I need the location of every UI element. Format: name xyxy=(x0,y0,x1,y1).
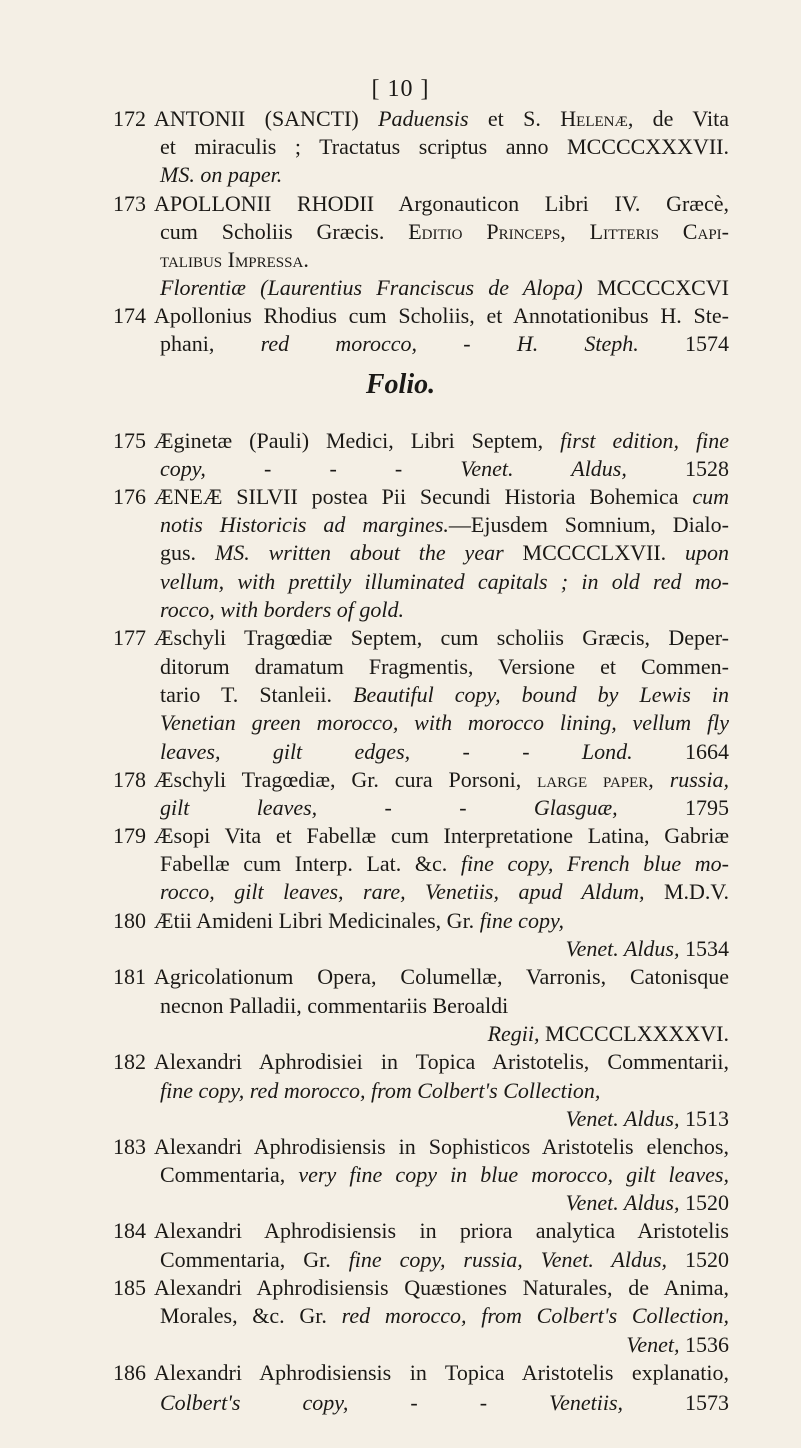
entry-line: phani, red morocco, - H. Steph. 1574 xyxy=(160,331,730,356)
lot-number: 182 xyxy=(113,1049,146,1074)
entry-line: gus. MS. written about the year MCCCCLXVII. upon xyxy=(160,540,730,565)
entry-line: rocco, with borders of gold. xyxy=(160,597,405,622)
entry-line: gilt leaves, - - Glasguæ, 1795 xyxy=(160,795,730,820)
lot-number: 181 xyxy=(113,964,146,989)
entry-line: Venet, 1536 xyxy=(626,1332,729,1357)
entry-line: Æginetæ (Pauli) Medici, Libri Septem, first edition, fine xyxy=(154,428,729,453)
entry-line: fine copy, red morocco, from Colbert's Collection, xyxy=(160,1078,601,1103)
entry-line: necnon Palladii, commentariis Beroaldi xyxy=(160,993,509,1018)
folio-heading: Folio. xyxy=(365,369,436,400)
entry-line: Alexandri Aphrodisiensis Quæstiones Naturales, de Anima, xyxy=(154,1275,729,1300)
entry-line: Alexandri Aphrodisiensis in Sophisticos Aristotelis elenchos, xyxy=(154,1134,729,1159)
entry-line: Venet. Aldus, 1520 xyxy=(565,1190,729,1215)
entry-line: Æschyli Tragœdiæ Septem, cum scholiis Græcis, Deper- xyxy=(154,625,729,650)
lot-number: 184 xyxy=(113,1218,146,1243)
entry-line: Agricolationum Opera, Columellæ, Varronis, Catonisque xyxy=(154,964,729,989)
lot-number: 186 xyxy=(113,1360,146,1385)
entry-line: Alexandri Aphrodisiei in Topica Aristotelis, Commentarii, xyxy=(154,1049,729,1074)
lot-number: 177 xyxy=(113,625,146,650)
entry-line: tario T. Stanleii. Beautiful copy, bound by Lewis in xyxy=(160,682,729,707)
entry-line: vellum, with prettily illuminated capitals ; in old red mo- xyxy=(160,569,729,594)
entry-line: Æsopi Vita et Fabellæ cum Interpretatione Latina, Gabriæ xyxy=(154,823,729,848)
lot-number: 172 xyxy=(113,106,146,131)
entry-line: Æschyli Tragœdiæ, Gr. cura Porsoni, large paper, russia, xyxy=(154,767,729,792)
entry-line: Florentiæ (Laurentius Franciscus de Alopa) MCCCCXCVI xyxy=(160,275,729,300)
entry-line: Alexandri Aphrodisiensis in priora analytica Aristotelis xyxy=(154,1218,729,1243)
entry-line: Morales, &c. Gr. red morocco, from Colbert's Collection, xyxy=(160,1303,730,1328)
entry-line: cum Scholiis Græcis. Editio Princeps, Litteris Capi- xyxy=(160,219,729,244)
lot-number: 185 xyxy=(113,1275,146,1300)
lot-number: 175 xyxy=(113,428,146,453)
entry-line: leaves, gilt edges, - - Lond. 1664 xyxy=(160,739,730,764)
entry-line: MS. on paper. xyxy=(160,162,283,187)
entry-line: Colbert's copy, - - Venetiis, 1573 xyxy=(160,1390,730,1415)
entry-line: Regii, MCCCCLXXXXVI. xyxy=(487,1021,729,1046)
entry-line: notis Historicis ad margines.—Ejusdem Somnium, Dialo- xyxy=(160,512,729,537)
lot-number: 179 xyxy=(113,823,146,848)
entry-line: ÆNEÆ SILVII postea Pii Secundi Historia Bohemica cum xyxy=(154,484,729,509)
lot-number: 173 xyxy=(113,191,146,216)
entry-line: Fabellæ cum Interp. Lat. &c. fine copy, French blue mo- xyxy=(160,851,729,876)
entry-line: APOLLONII RHODII Argonauticon Libri IV. Græcè, xyxy=(154,191,729,216)
page-number: [ 10 ] xyxy=(371,76,430,102)
entry-line: ANTONII (SANCTI) Paduensis et S. Helenæ, de Vita xyxy=(154,106,729,131)
entry-line: rocco, gilt leaves, rare, Venetiis, apud Aldum, M.D.V. xyxy=(160,879,729,904)
entry-line: Venet. Aldus, 1513 xyxy=(565,1106,729,1131)
lot-number: 176 xyxy=(113,484,146,509)
entry-line: Apollonius Rhodius cum Scholiis, et Annotationibus H. Ste- xyxy=(154,303,729,328)
entry-line: ditorum dramatum Fragmentis, Versione et Commen- xyxy=(160,654,729,679)
entry-line: Alexandri Aphrodisiensis in Topica Aristotelis explanatio, xyxy=(154,1360,729,1385)
entry-line: Venet. Aldus, 1534 xyxy=(565,936,729,961)
entry-line: talibus Impressa. xyxy=(160,247,309,272)
entry-line: Commentaria, very fine copy in blue morocco, gilt leaves, xyxy=(160,1162,729,1187)
lot-number: 174 xyxy=(113,303,146,328)
entry-line: Venetian green morocco, with morocco lining, vellum fly xyxy=(160,710,729,735)
entry-line: et miraculis ; Tractatus scriptus anno MCCCCXXXVII. xyxy=(160,134,729,159)
entry-line: Ætii Amideni Libri Medicinales, Gr. fine copy, xyxy=(154,908,564,933)
entry-line: copy, - - - Venet. Aldus, 1528 xyxy=(160,456,730,481)
lot-number: 180 xyxy=(113,908,146,933)
lot-number: 178 xyxy=(113,767,146,792)
lot-number: 183 xyxy=(113,1134,146,1159)
entry-line: Commentaria, Gr. fine copy, russia, Venet. Aldus, 1520 xyxy=(160,1247,729,1272)
